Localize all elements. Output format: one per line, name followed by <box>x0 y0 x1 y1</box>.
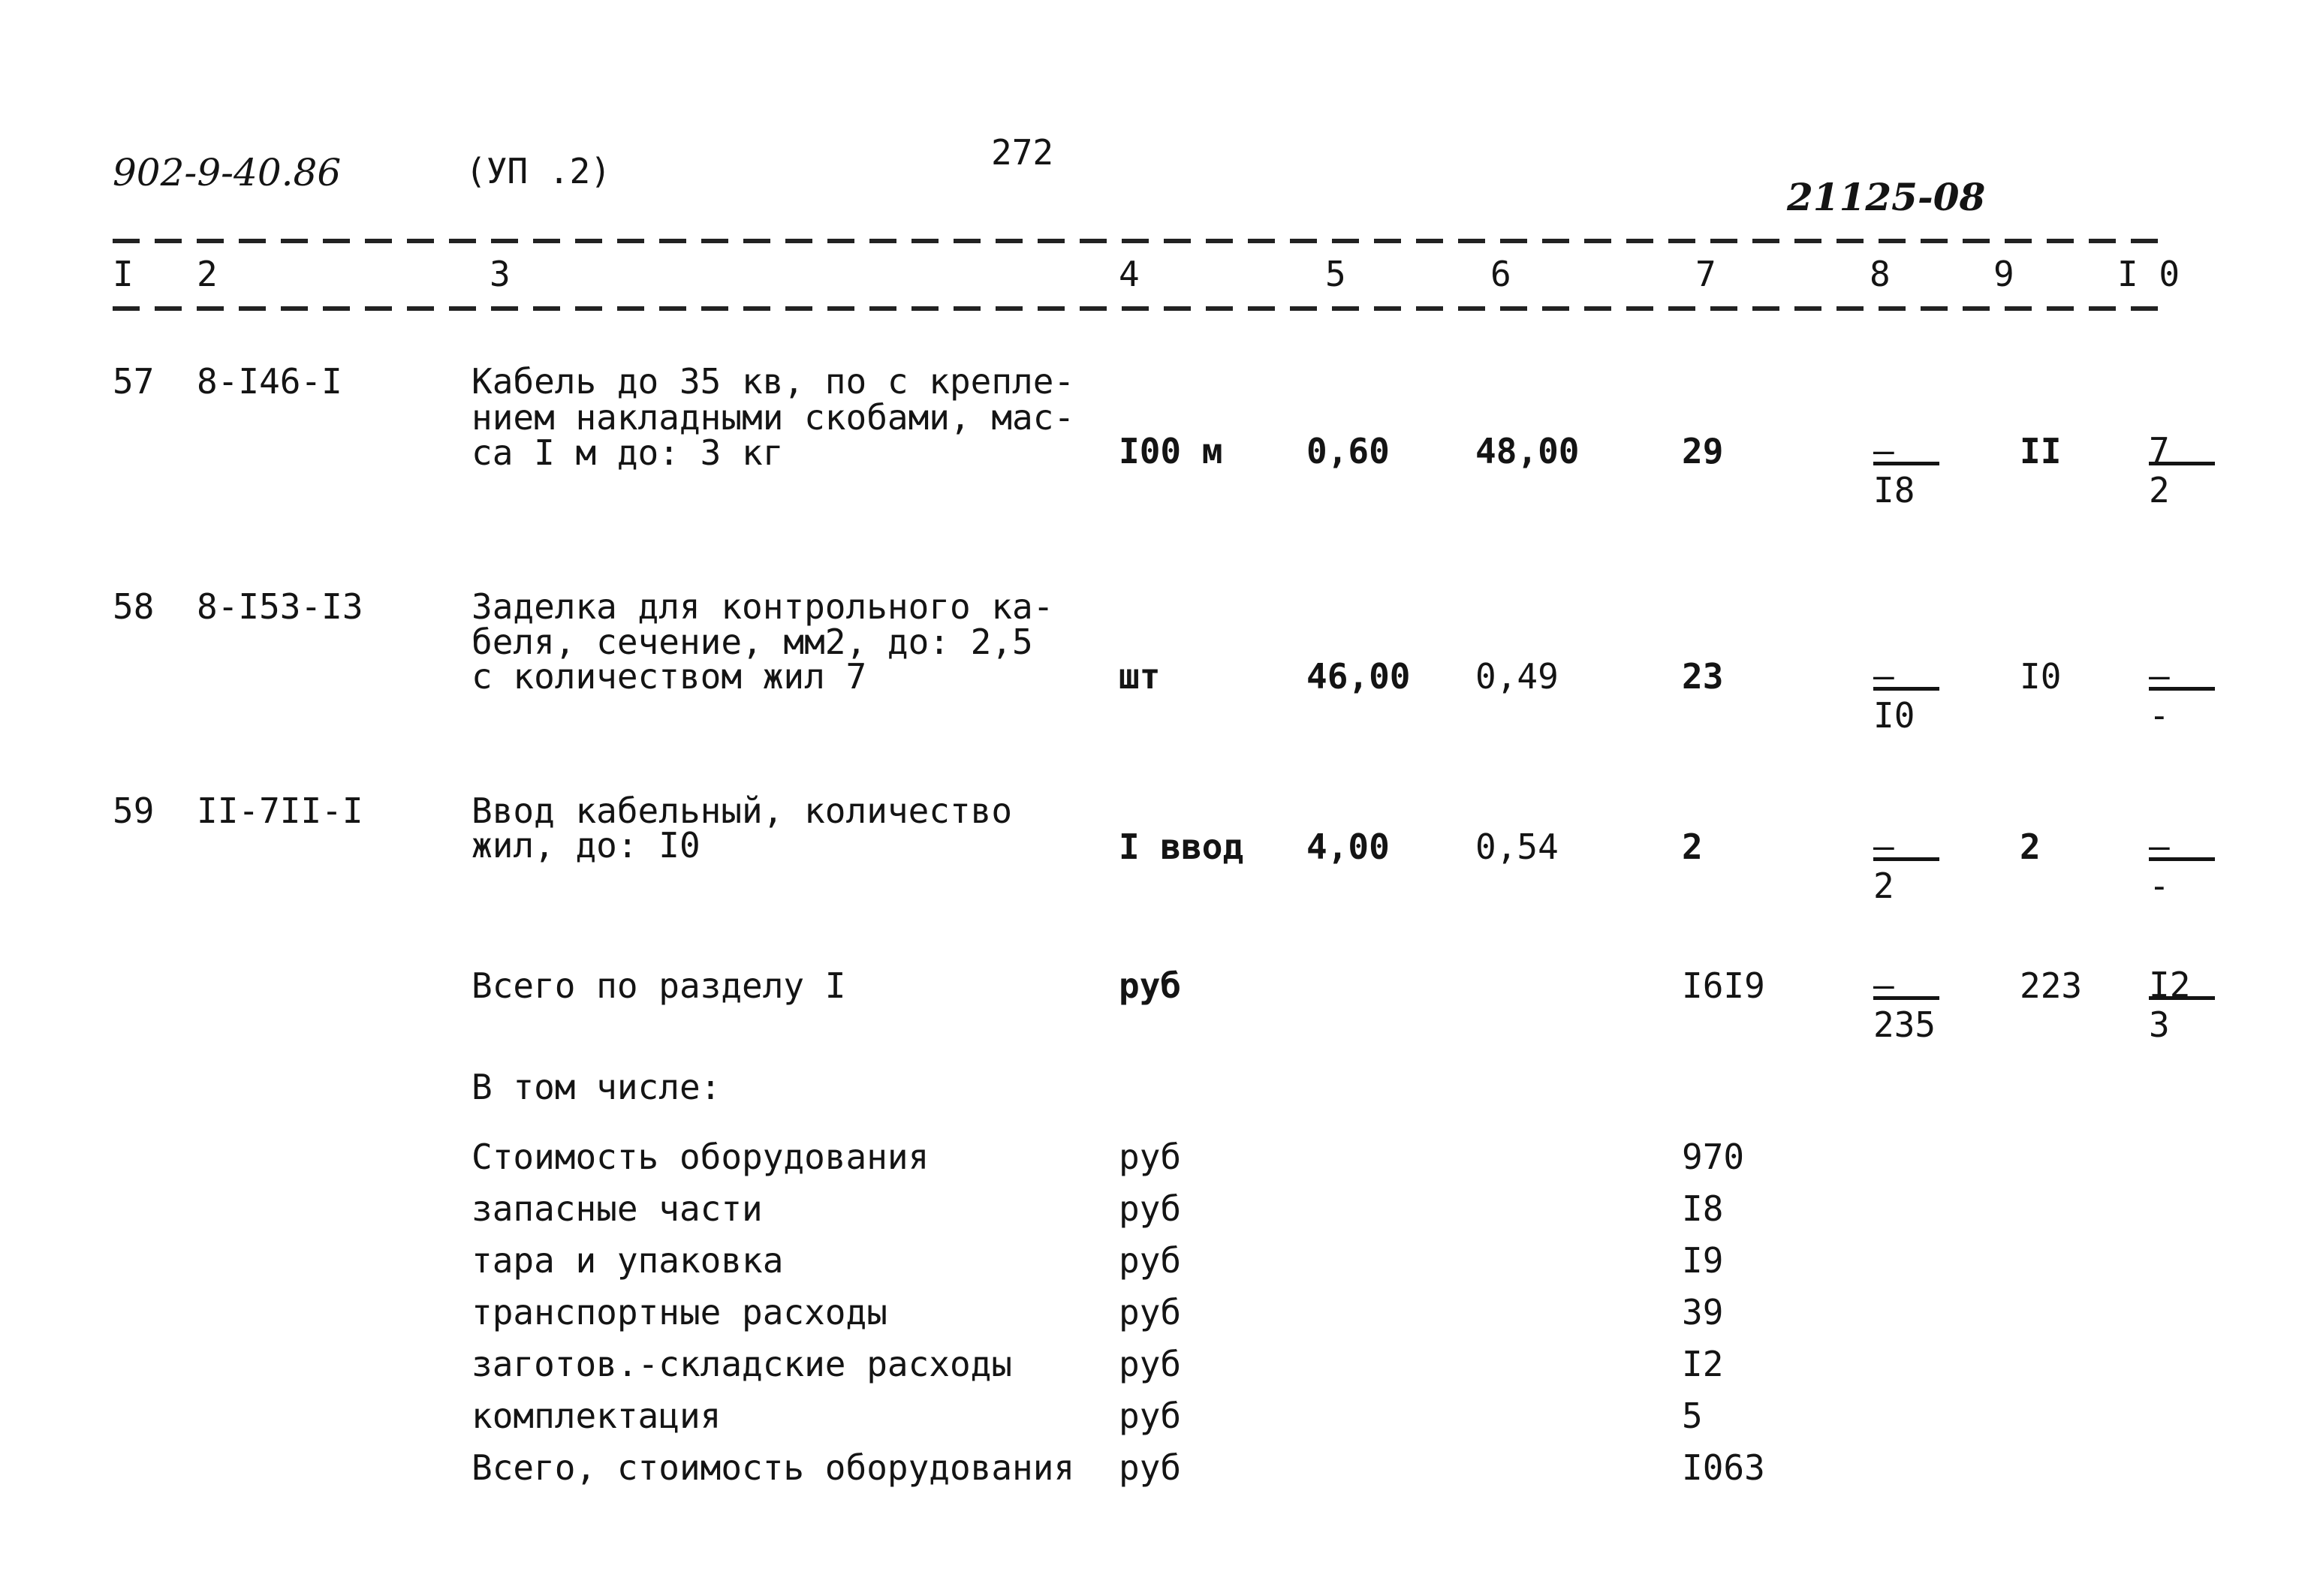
col9-value: 2 <box>2020 827 2041 867</box>
col-header-9: 9 <box>1993 254 2014 294</box>
col10-fraction <box>2149 826 2216 906</box>
work-description-line: са I м до: 3 кг <box>472 432 784 473</box>
breakdown-value: 39 <box>1682 1292 1724 1333</box>
unit: I00 м <box>1119 431 1223 471</box>
breakdown-value: 5 <box>1682 1396 1703 1436</box>
header-bottom-dashed-rule <box>113 306 2162 311</box>
unit: шт <box>1119 656 1161 697</box>
breakdown-value: I8 <box>1682 1188 1724 1229</box>
col8-fraction <box>1873 826 1941 906</box>
including-label: В том числе: <box>472 1067 722 1107</box>
work-description-line: жил, до: I0 <box>472 825 701 866</box>
total-cost: I6I9 <box>1682 965 1765 1006</box>
col-header-6: 6 <box>1490 254 1511 294</box>
work-description-line: с количеством жил 7 <box>472 656 867 697</box>
col-header-4: 4 <box>1119 254 1140 294</box>
fraction-denominator: 235 <box>1873 1004 1936 1045</box>
breakdown-unit: руб <box>1119 1396 1182 1436</box>
work-description-line: нием накладными скобами, мас- <box>472 397 1075 438</box>
fraction-denominator: I0 <box>1873 695 1915 736</box>
unit: руб <box>1119 965 1182 1006</box>
work-description-line: Ввод кабельный, количество <box>472 790 1013 831</box>
col9-value: I0 <box>2020 656 2062 697</box>
fraction-numerator: – <box>1873 974 1939 1000</box>
total-cost: 29 <box>1682 431 1724 471</box>
total-cost: 2 <box>1682 827 1703 867</box>
breakdown-label: запасные части <box>472 1188 763 1229</box>
breakdown-value: 970 <box>1682 1137 1745 1177</box>
row-number: 59 <box>113 790 155 831</box>
breakdown-unit: руб <box>1119 1188 1182 1229</box>
fraction-numerator: I2 <box>2149 974 2215 1000</box>
breakdown-value: I9 <box>1682 1240 1724 1281</box>
unit: I ввод <box>1119 827 1244 867</box>
col9-value: 223 <box>2020 965 2083 1006</box>
breakdown-label: Стоимость оборудования <box>472 1137 930 1177</box>
col-header-1: I <box>113 254 134 294</box>
breakdown-value: I063 <box>1682 1447 1765 1488</box>
breakdown-unit: руб <box>1119 1137 1182 1177</box>
fraction-numerator: – <box>1873 439 1939 465</box>
col8-fraction <box>1873 430 1941 510</box>
quantity: 4,00 <box>1306 827 1390 867</box>
breakdown-value: I2 <box>1682 1344 1724 1384</box>
unit-price: 0,49 <box>1475 656 1559 697</box>
breakdown-unit: руб <box>1119 1447 1182 1488</box>
col10-fraction <box>2149 430 2216 510</box>
work-description-line: Кабель до 35 кв, по с крепле- <box>472 361 1075 402</box>
work-description-line: Заделка для контрольного ка- <box>472 586 1054 627</box>
breakdown-unit: руб <box>1119 1292 1182 1333</box>
quantity: 46,00 <box>1306 656 1411 697</box>
breakdown-label: Всего, стоимость оборудования <box>472 1447 1075 1488</box>
col8-fraction <box>1873 965 1941 1045</box>
breakdown-label: комплектация <box>472 1396 722 1436</box>
col10-fraction <box>2149 965 2216 1045</box>
top-dashed-rule <box>113 239 2162 243</box>
breakdown-unit: руб <box>1119 1344 1182 1384</box>
fraction-denominator: 3 <box>2149 1004 2170 1045</box>
unit-price: 0,54 <box>1475 827 1559 867</box>
handwritten-stamp: 21125-08 <box>1787 175 1986 219</box>
fraction-numerator: – <box>2149 664 2215 691</box>
row-number: 58 <box>113 586 155 627</box>
breakdown-label: тара и упаковка <box>472 1240 784 1281</box>
rate-code: II-7II-I <box>197 790 363 831</box>
unit-price: 48,00 <box>1475 431 1580 471</box>
col-header-2: 2 <box>197 254 218 294</box>
col-header-10: I 0 <box>2117 254 2180 294</box>
col9-value: II <box>2020 431 2062 471</box>
col10-fraction <box>2149 655 2216 736</box>
fraction-denominator: - <box>2149 866 2170 906</box>
work-description-line: беля, сечение, мм2, до: 2,5 <box>472 622 1033 662</box>
document-part: (УП .2) <box>466 151 611 191</box>
col-header-8: 8 <box>1870 254 1891 294</box>
col-header-3: 3 <box>490 254 511 294</box>
fraction-numerator: – <box>1873 835 1939 861</box>
rate-code: 8-I46-I <box>197 361 342 402</box>
col8-fraction <box>1873 655 1941 736</box>
col-header-7: 7 <box>1695 254 1716 294</box>
section-total-label: Всего по разделу I <box>472 965 846 1006</box>
fraction-numerator: – <box>2149 835 2215 861</box>
rate-code: 8-I53-I3 <box>197 586 363 627</box>
fraction-denominator: 2 <box>2149 470 2170 510</box>
fraction-denominator: I8 <box>1873 470 1915 510</box>
quantity: 0,60 <box>1306 431 1390 471</box>
col-header-5: 5 <box>1325 254 1346 294</box>
breakdown-unit: руб <box>1119 1240 1182 1281</box>
fraction-denominator: - <box>2149 695 2170 736</box>
document-code: 902-9-40.86 <box>113 151 342 194</box>
breakdown-label: транспортные расходы <box>472 1292 887 1333</box>
fraction-numerator: – <box>1873 664 1939 691</box>
breakdown-label: заготов.-складские расходы <box>472 1344 1013 1384</box>
page-number: 272 <box>991 132 1054 173</box>
row-number: 57 <box>113 361 155 402</box>
total-cost: 23 <box>1682 656 1724 697</box>
fraction-numerator: 7 <box>2149 439 2215 465</box>
fraction-denominator: 2 <box>1873 866 1894 906</box>
